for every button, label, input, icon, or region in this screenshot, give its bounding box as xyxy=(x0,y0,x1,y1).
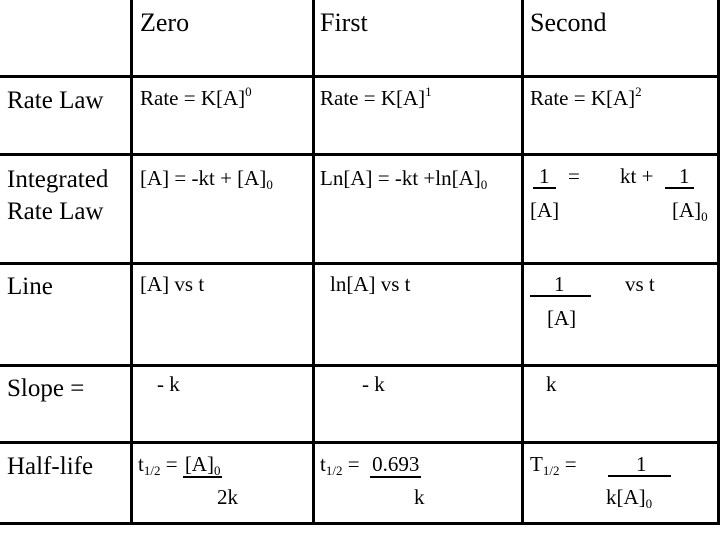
half-life-second-numerator: 1 xyxy=(608,454,671,477)
integrated-second-kt: kt + xyxy=(620,164,654,188)
line-first: ln[A] vs t xyxy=(330,272,411,296)
column-divider xyxy=(521,0,524,525)
rate-law-second: Rate = $K[A]^2$ xyxy=(530,84,642,110)
rate-law-first: Rate = $K[A]^1$ xyxy=(320,84,432,110)
half-life-zero-denominator: 2k xyxy=(217,485,238,509)
row-divider xyxy=(0,75,720,78)
half-life-second: $T_{1/2}$ = xyxy=(530,452,582,478)
table-bottom-border xyxy=(0,522,720,525)
header-zero: Zero xyxy=(140,8,190,37)
header-second: Second xyxy=(530,8,607,37)
integrated-second-numerator: 1 xyxy=(533,166,556,189)
row-label-integrated-line1: Integrated xyxy=(7,166,109,193)
half-life-first: $t_{1/2} = 0.693$ xyxy=(320,452,420,478)
slope-second: k xyxy=(546,372,557,396)
integrated-first: $Ln[A] = -kt +\ln[A]_0$ xyxy=(320,166,488,192)
row-divider xyxy=(0,441,720,444)
half-life-first-denominator: k xyxy=(414,485,425,509)
integrated-second-a0: $[A]_0$ xyxy=(672,198,708,224)
row-label-line: Line xyxy=(7,273,53,300)
row-divider xyxy=(0,153,720,156)
integrated-second-denominator: [A] xyxy=(530,198,560,222)
line-second-vs: vs t xyxy=(625,272,655,296)
half-life-zero-numerator: $[A]_0$ xyxy=(184,452,221,478)
line-zero: [A] vs t xyxy=(140,272,205,296)
half-life-second-denominator: $k[A]_0$ xyxy=(606,485,653,511)
slope-zero: - k xyxy=(157,372,180,396)
row-label-integrated-line2: Rate Law xyxy=(7,198,104,225)
column-divider xyxy=(312,0,315,525)
row-label-slope: Slope = xyxy=(7,375,85,402)
half-life-first-numerator: 0.693 xyxy=(372,452,420,476)
column-divider xyxy=(130,0,133,525)
slope-first: - k xyxy=(362,372,385,396)
row-label-rate-law: Rate Law xyxy=(7,87,104,114)
integrated-second-one: 1 xyxy=(665,166,694,189)
integrated-second-equals: = xyxy=(568,164,580,188)
half-life-zero: $t_{1/2} = [A]_0$ xyxy=(138,452,221,478)
integrated-zero: $[A] = -kt + [A]_0$ xyxy=(140,166,273,192)
line-second-numerator: 1 xyxy=(530,274,591,297)
row-divider xyxy=(0,364,720,367)
row-divider xyxy=(0,262,720,265)
row-label-half-life: Half-life xyxy=(7,453,94,480)
header-first: First xyxy=(320,8,368,37)
rate-law-zero: Rate = $K[A]^0$ xyxy=(140,84,252,110)
line-second-denominator: [A] xyxy=(547,306,577,330)
